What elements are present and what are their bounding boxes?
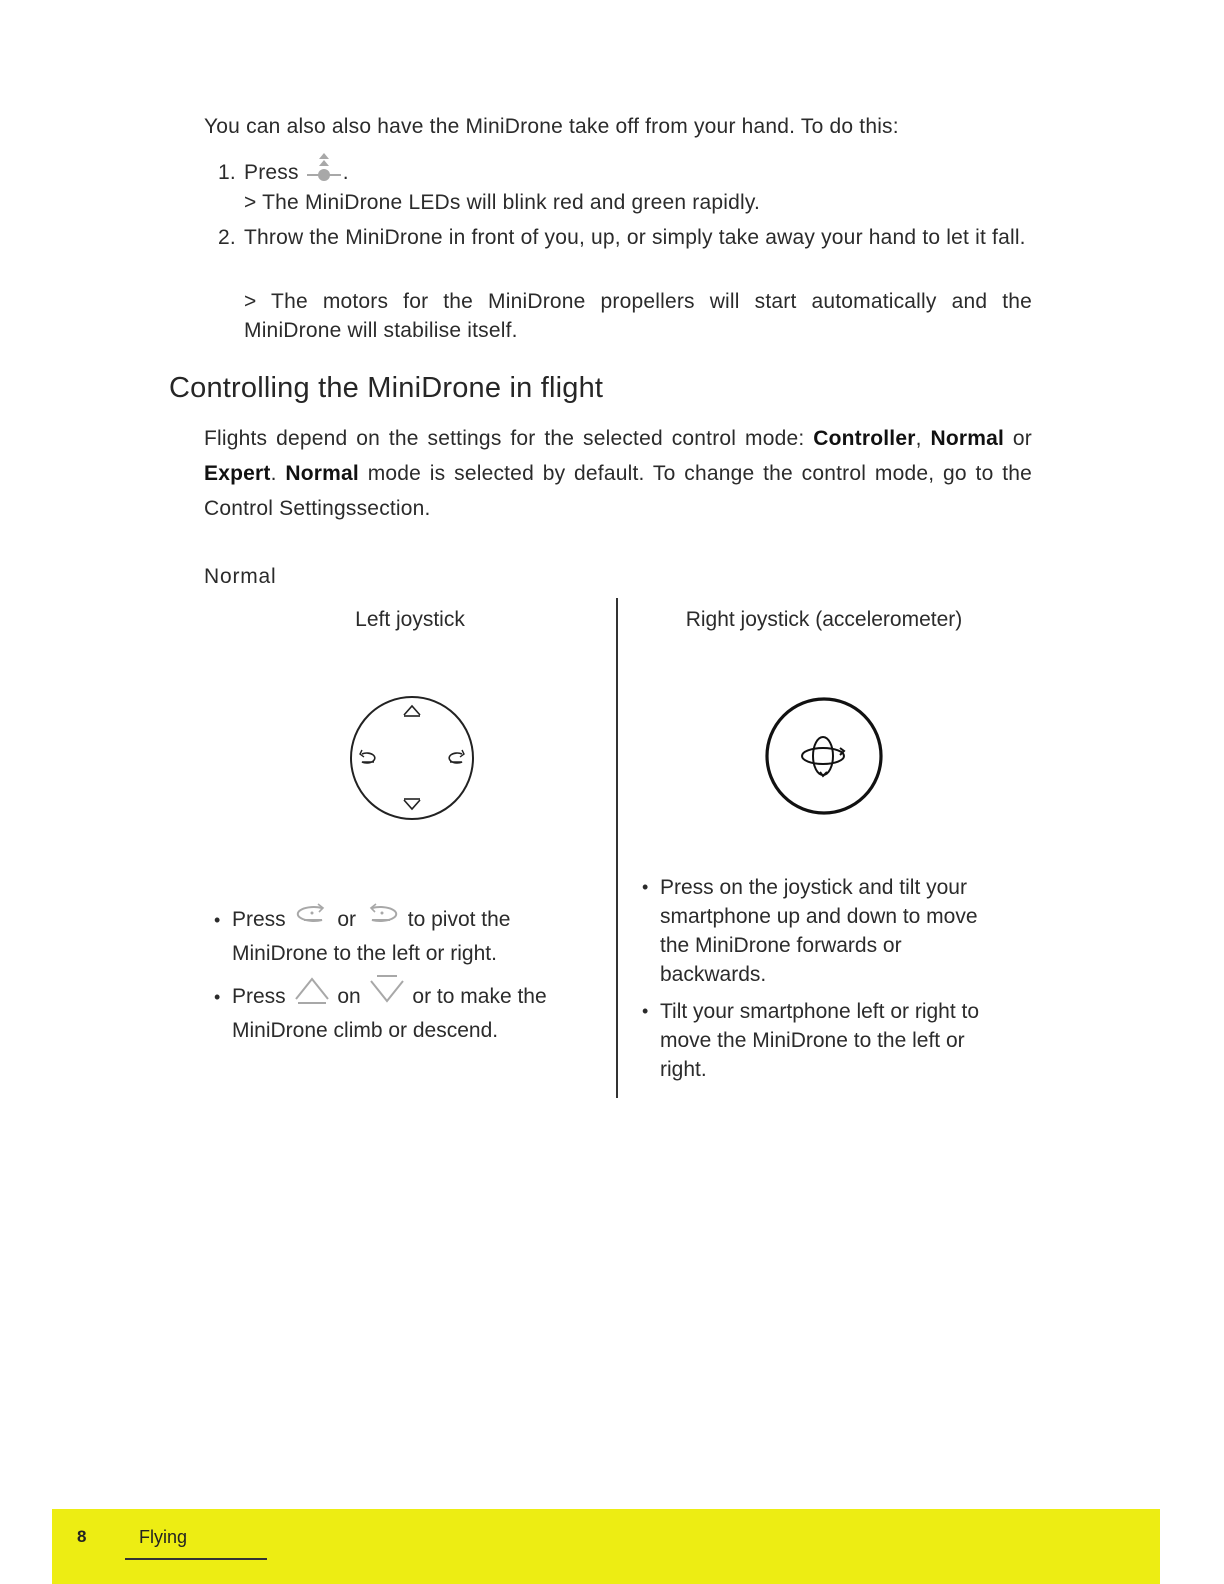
mode-expert: Expert (204, 462, 271, 485)
list-item: • Press on the joystick and tilt your smartphone up and down to move the MiniDrone forwards or backwards. (642, 873, 1012, 989)
step-press-end: . (342, 161, 349, 184)
bullet-text: to pivot the MiniDrone to the left or right. (232, 908, 511, 965)
bullet-text: on (337, 985, 361, 1008)
step-press-label: Press (244, 161, 299, 184)
bullet-text: Press (232, 908, 286, 931)
mode-normal: Normal (930, 427, 1005, 450)
step-number: 2. (218, 226, 236, 249)
takeoff-icon (305, 152, 343, 184)
left-joystick-icon[interactable] (348, 694, 476, 822)
page-number: 8 (77, 1527, 87, 1546)
footer-rule (125, 1558, 267, 1560)
mode-normal-default: Normal (285, 462, 359, 485)
bullet-text: Press (232, 985, 286, 1008)
list-item: • Tilt your smartphone left or right to move the MiniDrone to the left or right. (642, 997, 1012, 1084)
mode-label: Normal (204, 565, 277, 588)
rotate-left-icon (362, 899, 402, 929)
left-joystick-title: Left joystick (355, 608, 465, 631)
right-joystick-title: Right joystick (accelerometer) (685, 608, 963, 631)
step-1-result: > The MiniDrone LEDs will blink red and green rapidly. (244, 191, 761, 214)
para-text: or (1004, 427, 1032, 450)
para-text: , (915, 427, 931, 450)
para-text: mode is selected by default. To change the control mode, go to the Control Settingssection. (204, 462, 1033, 520)
page-footer (52, 1509, 1160, 1584)
intro-text: You can also also have the MiniDrone take off from your hand. To do this: (204, 115, 899, 138)
step-number: 1. (218, 161, 236, 184)
column-divider (616, 598, 618, 1098)
rotate-right-icon (292, 899, 332, 929)
section-name: Flying (139, 1527, 188, 1547)
list-item (214, 980, 574, 1048)
para-text: Flights depend on the settings for the selected control mode: (204, 427, 814, 450)
section-heading: Controlling the MiniDrone in flight (169, 372, 604, 404)
control-mode-paragraph (204, 421, 1032, 526)
rotate-left-icon[interactable] (360, 750, 375, 763)
up-arrow-icon[interactable] (404, 706, 420, 716)
mode-controller: Controller (813, 427, 916, 450)
bullet-text: or (337, 908, 357, 931)
down-arrow-icon[interactable] (404, 799, 420, 809)
right-joystick-icon[interactable] (764, 696, 884, 816)
left-joystick-bullets (214, 903, 574, 1048)
climb-icon (292, 973, 332, 1007)
rotate-right-icon[interactable] (449, 750, 464, 763)
para-text: . (270, 462, 286, 485)
step-2-result: > The motors for the MiniDrone propellers will start automatically and the MiniDrone will stabilise itself. (244, 290, 1032, 342)
right-joystick-bullets (642, 873, 1012, 1092)
descend-icon (367, 973, 407, 1007)
step-2-text: Throw the MiniDrone in front of you, up, or simply take away your hand to let it fall. (244, 226, 1026, 249)
bullet-text: or to make the MiniDrone climb or descend. (232, 985, 547, 1042)
accelerometer-icon (802, 737, 844, 776)
list-item (214, 903, 574, 971)
